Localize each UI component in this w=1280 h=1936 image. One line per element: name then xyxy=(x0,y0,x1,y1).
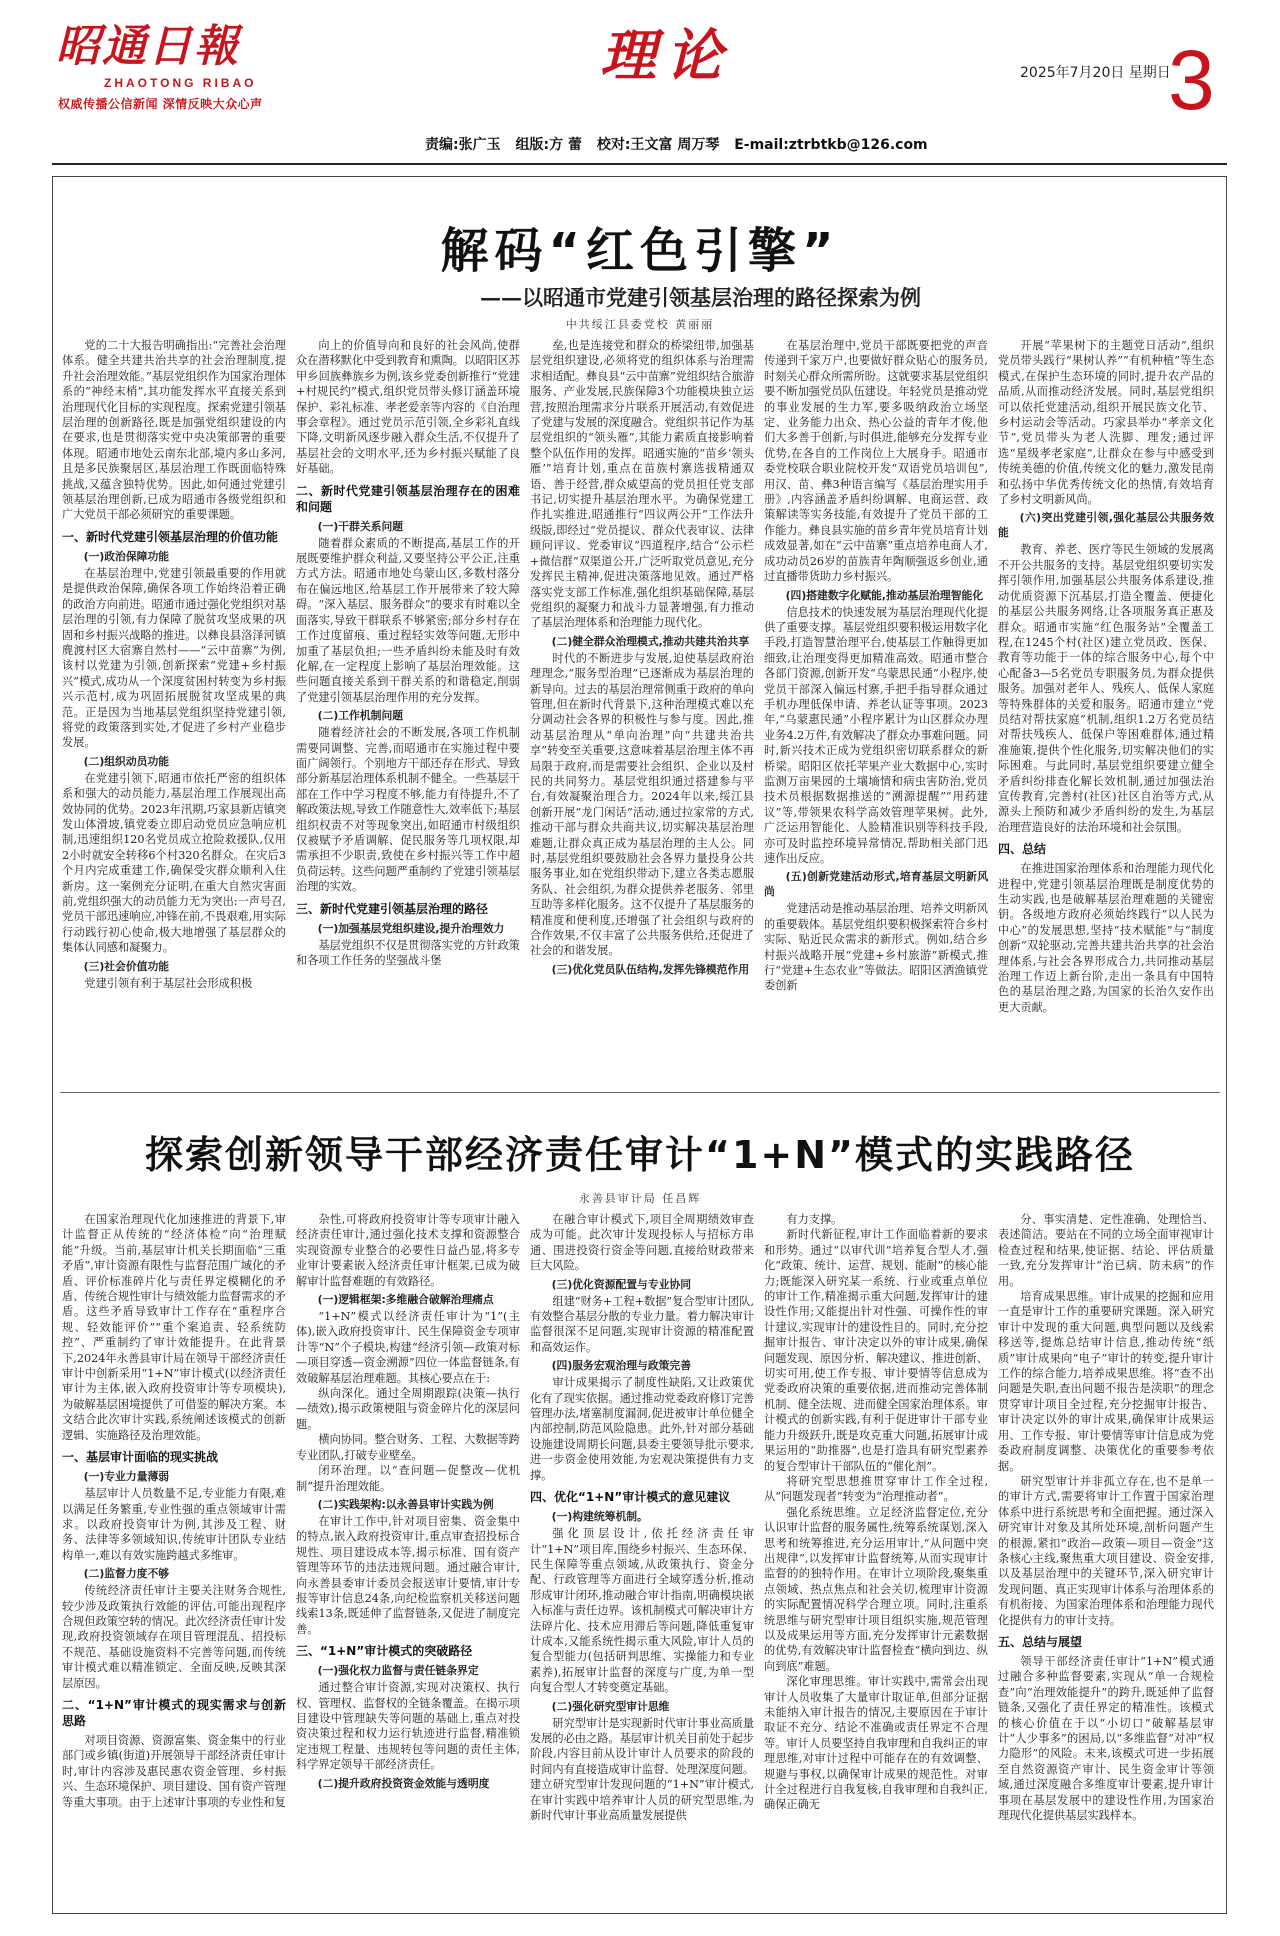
section-heading: 二、“1+N”审计模式的现实需求与创新思路 xyxy=(62,1697,286,1728)
body-paragraph: 在审计工作中,针对项目密集、资金集中的特点,嵌入政府投资审计,重点审查招投标合规性、项目建设成本等,揭示标准、国有资产管理等环节的违法违规问题。通过融合审计,向永善县委审计委员会报送审计要情,审计专报等审计信息24条,向纪检监察机关移送问题线索13条,既延伸了监督链条,又促进了制度完善。 xyxy=(296,1514,520,1636)
article1-title: 解码“红色引擎” xyxy=(440,223,840,279)
body-paragraph: 研究型审计是实现新时代审计事业高质量发展的必由之路。基层审计机关目前处于起步阶段,内容目前从设计审计人员要求的阶段的时间内有直接造成审计监督、处理深度问题。建立研究型审计发现问题的“1+N”审计模式,在审计实践中培养审计人员的研究型思维,为新时代审计事业高质量发展提供 xyxy=(530,1716,754,1822)
article2-title: 探索创新领导干部经济责任审计“1+N”模式的实践路径 xyxy=(144,1133,1136,1177)
body-paragraph: 随着经济社会的不断发展,各项工作机制需要同调整、完善,而昭通市在实施过程中要面广阔领行。个别地方干部还存在形式、导致部分新基层治理体系机制不健全。一些基层干部在工作中学习程度不够,能力有待提升,不了解政策法规,导致工作随意性大,效率低下;基层组织权责不对等现象突出,如昭通市村级组织仅被赋予矛盾调解、促民服务等几项权限,却需承担不少职责,致使在乡村振兴等工作中超负荷运转。这些问题严重制约了党建引领基层治理的实效。 xyxy=(296,726,520,894)
body-paragraph: 组建“财务+工程+数据”复合型审计团队,有效整合基层分散的专业力量。着力解决审计监督很深不足问题,实现审计资源的精准配置和高效运作。 xyxy=(530,1294,754,1354)
subsection-heading: (二)工作机制问题 xyxy=(317,709,404,723)
section-heading: 四、总结 xyxy=(998,842,1047,857)
section-heading: 四、优化“1+N”审计模式的意见建议 xyxy=(530,1490,731,1505)
body-paragraph: 深化审理思维。审计实践中,需常会出现审计人员收集了大量审计取证单,但部分证据未能纳入审计报告的情况,主要原因在于审计取证不充分、结论不准确或责任界定不合理等。审计人员要坚持自我审理和自我纠正的审理思维,对审计过程中可能存在的有效调整、规避与事权,以确保审计成果的规范性。对审计全过程进行自我复核,自我审理和自我纠正,确保正确无 xyxy=(764,1675,988,1812)
body-paragraph: 在国家治理现代化加速推进的背景下,审计监督正从传统的“经济体检”向“治理赋能”升级。当前,基层审计机关长期面临“三重矛盾”,审计资源有限性与监督范围广域化的矛盾、评价标准碎片化与责任界定模糊化的矛盾、传统合规性审计与绩效能力监督需求的矛盾。这些矛盾导致审计工作存在“重程序合规、轻效能评价”“重个案追责、轻系统防控”、严重制约了审计效能提升。在此背景下,2024年永善县审计局在领导干部经济责任审计中创新采用“1+N”审计模式(以经济责任审计为主体,嵌入政府投资审计等专项模块),为破解基层困境提供了可借鉴的解决方案。本文结合此次审计实践,系统阐述该模式的创新逻辑、实施路径及治理效能。 xyxy=(62,1213,286,1442)
article1-subtitle: ——以昭通市党建引领基层治理的路径探索为例 xyxy=(480,285,921,310)
subsection-heading: (六)突出党建引领,强化基层公共服务效能 xyxy=(998,511,1214,540)
body-paragraph: 领导干部经济责任审计“1+N”模式通过融合多种监督要素,实现从“单一合规检查”向“治理效能提升”的跨升,既延伸了监督链条,又强化了责任界定的精准性。该模式的核心价值在于以“小切口”破解基层审计“人少事多”的困局,以“多维监督”对冲“权力隐形”的风险。未来,该模式可进一步拓展至自然资源资产审计、民生资金审计等领域,通过深度融合多维度审计要素,提升审计事项在基层发展中的建设性作用,为国家治理现代化提供基层实践样本。 xyxy=(998,1654,1214,1823)
body-paragraph: 党的二十大报告明确指出:“完善社会治理体系。健全共建共治共享的社会治理制度,提升社会治理效能。”基层党组织作为国家治理体系的“神经末梢”,其功能发挥水平直接关系到治理现代化目标的实现程度。探索党建引领基层治理的创新路径,既是加强党组织建设的内在要求,也是贯彻落实党中央决策部署的重要体现。昭通市地处云南东北部,境内多山多河,且是多民族聚居区,基层治理工作既面临特殊挑战,又蕴含独特优势。因此,如何通过党建引领基层治理创新,已成为昭通市各级党组织和广大党员干部必须研究的重要课题。 xyxy=(62,339,286,522)
body-paragraph: 时代的不断进步与发展,迫使基层政府治理理念,“服务型治理”已逐渐成为基层治理的新导向。过去的基层治理常侧重于政府的单向管理,但在新时代背景下,这种治理模式难以充分调动社会各界的积极性与参与度。因此,推动基层治理从“单向治理”向“共建共治共享”转变至关重要,这意味着基层治理主体不再局限于政府,而是需要社会组织、企业以及村民的共同努力。基层党组织通过搭建参与平台,有效凝聚治理合力。2024年以来,绥江县创新开展“龙门闲话”活动,通过拉家常的方式,推动干部与群众共商共议,切实解决基层治理难题,让群众真正成为基层治理的主人公。同时,基层党组织要鼓励社会各界力量投身公共服务事业,如在党组织带动下,建立各类志愿服务队、社会组织,为群众提供养老服务、邻里互助等多样化服务。这不仅提升了基层服务的精准度和便利度,还增强了社会组织与政府的合作效果,不仅丰富了公共服务供给,还促进了社会的和谐发展。 xyxy=(530,651,754,958)
article1-column-4 xyxy=(764,338,988,1078)
body-paragraph: 培育成果思维。审计成果的挖掘和应用一直是审计工作的重要研究课题。深入研究审计中发现的重大问题,典型问题以及线索移送等,提炼总结审计信息,推动传统“纸质”审计成果向“电子”审计的转变,提升审计工作的综合能力,培养成果思维。将“查不出问题是失职,查出问题不报告是渎职”的理念贯穿审计项目全过程,充分挖掘审计报告、审计决定以外的审计成果,确保审计成果运用、工作专报、审计要情等审计信息成为党委政府制度调整、决策优化的重要参考依据。 xyxy=(998,1290,1214,1473)
body-paragraph: “1+N”模式以经济责任审计为“1”(主体),嵌入政府投资审计、民生保障资金专项审计等“N”个子模块,构建“经济引领—政策对标—项目穿透—资金溯源”四位一体监督链条,有效破解基层治理难题。其核心要点在于: xyxy=(296,1310,520,1385)
body-paragraph: 强化系统思维。立足经济监督定位,充分认识审计监督的服务属性,统筹系统谋划,深入思考和统筹推进,充分运用审计,“从问题中突出规律”,以发挥审计监督统筹,从而实现审计监督的的独特作用。在审计立项阶段,聚集重点领域、热点焦点和社会关切,梳理审计资源的实际配置情况科学合理立项。同时,注重系统思维与研究型审计项目组织实施,规范管理以及成果运用等方面,充分发挥审计元素数据的优势,有效解决审计监督检查“横向到边、纵向到底”难题。 xyxy=(764,1505,988,1673)
body-paragraph: 杂性,可将政府投资审计等专项审计融入经济责任审计,通过强化技术支撑和资源整合实现资源专业整合的必要性日益凸显,将多专业审计要素嵌入经济责任审计框架,已成为破解审计监督难题的有效路径。 xyxy=(296,1213,520,1288)
body-paragraph: 在党建引领下,昭通市依托严密的组织体系和强大的动员能力,基层治理工作展现出高效协同的优势。2023年汛期,巧家县新店镇突发山体滑坡,镇党委立即启动党员应急响应机制,迅速组织120名党员成立抢险救援队,仅用2小时就安全转移6个村320名群众。在灾后3个月内完成重建工作,确保受灾群众顺利入住新房。这一案例充分证明,在重大自然灾害面前,党组织强大的动员能力无为突出:一声号召,党员干部迅速响应,冲锋在前,不畏艰难,用实际行动践行初心使命,极大地增强了基层群众的集体认同感和凝聚力。 xyxy=(62,771,286,955)
article2-column-3 xyxy=(530,1212,754,1902)
subsection-heading: (一)政治保障功能 xyxy=(83,549,170,563)
body-paragraph: 闭环治理。以“查问题—促整改—优机制”提升治理效能。 xyxy=(296,1464,520,1493)
section-heading: 三、新时代党建引领基层治理的路径 xyxy=(296,901,489,916)
credit-email: E-mail:ztrbtkb@126.com xyxy=(734,137,928,153)
section-heading: 三、“1+N”审计模式的突破路径 xyxy=(296,1644,473,1659)
section-heading: 二、新时代党建引领基层治理存在的困难和问题 xyxy=(296,483,520,514)
article2-column-5 xyxy=(998,1212,1214,1902)
section-heading: 五、总结与展望 xyxy=(998,1634,1083,1649)
body-paragraph: 通过整合审计资源,实现对决策权、执行权、管理权、监督权的全链条覆盖。在揭示项目建设中管理缺失等问题的基础上,重点对投资决策过程和权力运行轨迹进行监督,精准锁定违规工程量、违规转包等问题的责任主体,科学界定领导干部经济责任。 xyxy=(296,1681,520,1772)
subsection-heading: (一)强化权力监督与责任链条界定 xyxy=(317,1664,479,1678)
article1-column-2 xyxy=(296,338,520,1078)
body-paragraph: 将研究型思想推贯穿审计工作全过程,从“问题发现者”转变为“治理推动者”。 xyxy=(764,1474,988,1504)
subsection-heading: (二)强化研究型审计思维 xyxy=(551,1699,670,1713)
body-paragraph: 强化顶层设计,依托经济责任审计“1+N”项目库,围绕乡村振兴、生态环保、民生保障等重点领域,从政策执行、资金分配、行政管理等方面进行全域穿透分析,推动形成审计闭环,推动融合审计指南,明确模块嵌入标准与责任边界。该机制模式可解决审计方法碎片化、技术应用滞后等问题,降低重复审计成本,又能系统性揭示重大风险,审计人员的复合型能力(包括研判思维、实操能力和专业素养),拓展审计监督的深度与广度,为单一型向复合型人才转变奠定基础。 xyxy=(530,1527,754,1695)
body-paragraph: 传统经济责任审计主要关注财务合规性,较少涉及政策执行效能的评估,可能出现程序合规但政策空转的情况。此次经济责任审计发现,政府投资领域存在项目管理混乱、招投标不规范、基础设施资料不完善等问题,而传统审计模式难以精准锁定、全面反映,反映其深层原因。 xyxy=(62,1584,286,1690)
subsection-heading: (二)实践架构:以永善县审计实践为例 xyxy=(317,1497,494,1511)
article2-column-4 xyxy=(764,1212,988,1902)
body-paragraph: 新时代新征程,审计工作面临着新的要求和形势。通过“以审代训”培养复合型人才,强化“政策、统计、运营、规划、能耐”的核心能力;既能深入研究某一系统、行业或重点单位的审计工作,精准揭示重大问题,发挥审计的建设性作用;又能提出针对性强、可操作性的审计建议,实现审计的建设性目的。同时,充分挖掘审计报告、审计决定以外的审计成果,确保问题发现、原因分析、解决建议、推进创新、切实可用,使工作专报、审计要情等信息成为党委政府决策的重要依据,进而推动完善体制机制、健全法规、进而健全国家治理体系。审计模式的创新实践,有利于促进审计干部专业能力升级跃升,既是攻克重大问题,拓展审计成果运用的“助推器”,也是打造具有研究型素养的复合型审计干部队伍的“催化剂”。 xyxy=(764,1228,988,1473)
body-paragraph: 开展“苹果树下的主题党日活动”,组织党员带头践行“果树认养”“有机种植”等生态模式,在保护生态环境的同时,提升农产品的品质,从而推动经济发展。同时,基层党组织可以依托党建活动,组织开展民族文化节、乡村运动会等活动。巧家县举办“孝亲文化节”,党员带头为老人洗脚、理发;通过评选“星级孝老家庭”,让群众在参与中感受到传统美德的价值,传统文化的魅力,激发昆南和弘扬中华优秀传统文化的热情,有效培育了乡村文明新风尚。 xyxy=(998,339,1214,507)
newspaper-pinyin: ZHAOTONG RIBAO xyxy=(104,76,257,90)
body-paragraph: 垒,也是连接党和群众的桥梁纽带,加强基层党组织建设,必须将党的组织体系与治理需求相适配。彝良县“云中苗寨”党组织结合旅游服务、产业发展,民族保障3个功能模块独立运营,按照治理需求分片联系开展活动,有效促进了党建与发展的深度融合。党组织书记作为基层党组织的“领头雁”,其能力素质直接影响着整个队伍作用的发挥。昭通实施的“苗乡‘领头雁’”培育计划,重点在苗族村寨选拔精通双语、善于经营,群众威望高的党员担任党支部书记,切实提升基层治理水平。为确保党建工作扎实推进,昭通推行“四议两公开”工作法升级版,即经过“党员提议、群众代表审议、法律顾问评议、党委审议”四道程序,结合“公示栏+微信群”双渠道公开,广泛听取党员意见,充分发挥民主精神,促进决策落地见效。通过严格落实党支部工作标准,强化组织基础保障,基层党组织的凝聚力和战斗力显著增强,有力推动了基层治理体系和治理能力现代化。 xyxy=(530,339,754,630)
subsection-heading: (一)干群关系问题 xyxy=(317,519,404,533)
body-paragraph: 对项目资源、资源富集、资金集中的行业部门或乡镇(街道)开展领导干部经济责任审计时,审计内容涉及惠民惠农资金管理、乡村振兴、生态环境保护、项目建设、国有资产管理等重大事项。由于上述审计事项的专业性和复 xyxy=(62,1733,286,1809)
article1-column-1 xyxy=(62,338,286,1078)
credit-layout: 组版:方 蕾 xyxy=(515,137,582,153)
body-paragraph: 基层审计人员数量不足,专业能力有限,难以满足任务繁重,专业性强的重点领域审计需求。以政府投资审计为例,其涉及工程、财务、法律等多领域知识,传统审计团队专业结构单一,难以有效实施跨越式多维审。 xyxy=(62,1487,286,1562)
subsection-heading: (四)搭建数字化赋能,推动基层治理智能化 xyxy=(785,588,984,602)
subsection-heading: (二)健全群众治理模式,推动共建共治共享 xyxy=(551,634,750,648)
article-divider xyxy=(60,1092,1220,1093)
page-number: 3 xyxy=(1168,33,1215,127)
body-paragraph: 纵向深化。通过全周期跟踪(决策—执行—绩效),揭示政策梗阻与资金碎片化的深层问题。 xyxy=(296,1387,520,1431)
credit-proofread: 校对:王文富 周万琴 xyxy=(596,137,720,153)
body-paragraph: 基层党组织不仅是贯彻落实党的方针政策和各项工作任务的坚强战斗堡 xyxy=(296,938,520,967)
article2-author: 永善县审计局 任昌辉 xyxy=(578,1192,702,1205)
article2-column-2 xyxy=(296,1212,520,1902)
newspaper-slogan: 权威传播公信新闻 深情反映大众心声 xyxy=(58,97,263,111)
subsection-heading: (三)社会价值功能 xyxy=(83,959,170,973)
subsection-heading: (二)提升政府投资资金效能与透明度 xyxy=(317,1776,490,1790)
body-paragraph: 教育、养老、医疗等民生领域的发展离不开公共服务的支持。基层党组织要切实发挥引领作用,加强基层公共服务体系建设,推动优质资源下沉基层,打造全覆盖、便捷化的基层公共服务网络,让各项服务真正惠及群众。昭通市实施“红色服务站”全覆盖工程,在1245个村(社区)建立党员政、医保、教育等功能于一体的综合服务中心,每个中心配备3—5名党员专职服务员,为群众提供服务。加强对老年人、残疾人、低保人家庭等特殊群体的关爱和服务。昭通市建立“党员结对帮扶家庭”机制,组织1.2万名党员结对帮扶残疾人、低保户等困难群体,通过精准施策,提供个性化服务,切实解决他们的实际困难。与此同时,基层党组织要建立健全矛盾纠纷排查化解长效机制,通过加强法治宣传教育,完善村(社区)社区自治等方式,从源头上预防和减少矛盾纠纷的发生,为基层治理营造良好的法治环境和社会氛围。 xyxy=(998,543,1214,834)
body-paragraph: 横向协同。整合财务、工程、大数据等跨专业团队,打破专业壁垒。 xyxy=(296,1433,520,1462)
header-rule xyxy=(52,163,1227,165)
body-paragraph: 有力支撑。 xyxy=(786,1213,843,1226)
issue-date: 2025年7月20日 星期日 xyxy=(1020,65,1171,81)
subsection-heading: (二)组织动员功能 xyxy=(83,754,170,768)
subsection-heading: (三)优化党员队伍结构,发挥先锋模范作用 xyxy=(551,962,750,976)
credit-editor: 责编:张广玉 xyxy=(425,137,501,153)
editor-credits xyxy=(425,134,938,154)
body-paragraph: 在融合审计模式下,项目全周期绩效审查成为可能。此次审计发现投标人与招标方串通、围进投资行资金等问题,直接给财政带来巨大风险。 xyxy=(530,1213,754,1273)
subsection-heading: (一)逻辑框架:多维融合破解治理痛点 xyxy=(317,1293,494,1307)
body-paragraph: 在基层治理中,党员干部既要把党的声音传递到千家万户,也要做好群众贴心的服务员,时刻关心群众所需所盼。这就要求基层党组织要不断加强党员队伍建设。年轻党员是推动党的事业发展的生力军,要多吸纳政治立场坚定、业务能力出众、热心公益的青年才俊,他们大多善于创新,与时俱进,能够充分发挥专业优势,在各自的工作岗位上大展身手。昭通市委党校联合职业院校开发“双语党员培训包”,用汉、苗、彝3种语言编写《基层治理实用手册》,内容涵盖矛盾纠纷调解、电商运营、政策解读等实务技能,有效提升了党员干部的工作能力。彝良县实施的苗乡青年党员培育计划成效显著,如在“云中苗寨”重点培养电商人才,成功动员26岁的苗族青年陶顺强返乡创业,通过直播带货助力乡村振兴。 xyxy=(764,339,988,584)
newspaper-logo: 昭通日報 xyxy=(56,21,240,72)
subsection-heading: (一)构建统筹机制。 xyxy=(551,1510,648,1524)
body-paragraph: 随着群众素质的不断提高,基层工作的开展既要维护群众利益,又要坚持公平公正,注重方式方法。昭通市地处乌蒙山区,多数村落分布在偏远地区,给基层工作开展带来了较大障碍。“深入基层、服务群众”的要求有时难以全面落实,导致干群联系不够紧密;部分乡村存在工作过度留痕、重过程轻实效等问题,无形中加重了基层负担;一些矛盾纠纷未能及时有效化解,在一定程度上影响了基层治理效能。这些问题直接关系到干群关系的和谐稳定,削弱了党建引领基层治理作用的充分发挥。 xyxy=(296,536,520,704)
body-paragraph: 向上的价值导向和良好的社会风尚,使群众在潜移默化中受到教育和熏陶。以昭阳区苏甲乡回族彝族乡为例,该乡党委创新推行“党建+村规民约”模式,组织党员带头修订涵盖环境保护、彩礼标准、孝老爱亲等内容的《自治理事会章程》。通过党员示范引领,全乡彩礼直线下降,文明新风逐步融入群众生活,不仅提升了基层社会的文明水平,还为乡村振兴赋能了良好基础。 xyxy=(296,339,520,476)
article1-column-3 xyxy=(530,338,754,1078)
subsection-heading: (五)创新党建活动形式,培育基层文明新风尚 xyxy=(764,870,988,899)
body-paragraph: 在推进国家治理体系和治理能力现代化进程中,党建引领基层治理既是制度优势的生动实践,也是破解基层治理难题的关键密钥。各级地方政府必须始终践行“以人民为中心”的发展思想,坚持“技术赋能”与“制度创新”双轮驱动,完善共建共治共享的社会治理体系,与社会各界形成合力,共同推动基层治理工作迈上新台阶,走出一条具有中国特色的基层治理之路,为国家的长治久安作出更大贡献。 xyxy=(998,862,1214,1014)
body-paragraph: 在基层治理中,党建引领最重要的作用就是提供政治保障,确保各项工作始终沿着正确的政治方向前进。昭通市通过强化党组织对基层治理的引领,有力保障了脱贫攻坚成果的巩固和乡村振兴战略的推进。以彝良县洛泽河镇麂渡村区大宿寨自然村——“云中苗寨”为例,该村以党建为引领,创新探索“党建+乡村振兴”模式,成功从一个深度贫困村转变为乡村振兴示范村,成为巩固拓展脱贫攻坚成果的典范。正是因为当地基层党组织坚持党建引领,将党的政策落到实处,才促进了乡村产业稳步发展。 xyxy=(62,566,286,750)
section-title: 理论 xyxy=(600,23,732,89)
section-heading: 一、新时代党建引领基层治理的价值功能 xyxy=(62,529,279,544)
subsection-heading: (二)监督力度不够 xyxy=(83,1567,170,1581)
article1-column-5 xyxy=(998,338,1214,1078)
body-paragraph: 研究型审计并非孤立存在,也不是单一的审计方式,需要将审计工作置于国家治理体系中进行系统思考和全面把握。通过深入研究审计对象及其所处环境,剖析问题产生的根源,紧扣“政治—政策—项目—资金”这条核心主线,聚焦重大项目建设、资金安排,以及基层治理中的关键环节,深入研究审计发现问题、真正实现审计体系与治理体系的有机衔接、为国家治理体系和治理能力现代化提供有力的审计支持。 xyxy=(998,1474,1214,1627)
body-paragraph: 分、事实清楚、定性准确、处理恰当、表述简洁。要站在不同的立场全面审视审计检查过程和结果,使证据、结论、评估质量一致,充分发挥审计“治已病、防未病”的作用。 xyxy=(998,1213,1214,1288)
body-paragraph: 党建引领有利于基层社会形成积极 xyxy=(84,976,253,990)
article1-author: 中共绥江县委党校 黄丽丽 xyxy=(565,318,715,331)
subsection-heading: (三)优化资源配置与专业协同 xyxy=(551,1277,692,1291)
article2-column-1 xyxy=(62,1212,286,1902)
body-paragraph: 信息技术的快速发展为基层治理现代化提供了重要支撑。基层党组织要积极运用数字化手段,打造智慧治理平台,使基层工作触得更加细致,让治理变得更加精准高效。昭通市整合各部门资源,创新开发“乌蒙思民通”小程序,使党员干部深入偏远村寨,手把手指导群众通过手机办理低保申请、养老认证等事项。2023年,“乌蒙惠民通”小程序累计为山区群众办理业务4.2万件,有效解决了群众办事难问题。同时,新兴技术正成为党组织密切联系群众的新桥梁。昭阳区依托苹果产业大数据中心,实时监测万亩果园的土壤墒情和病虫害防治,党员技术员根据数据推送的“溯源提醒”“用药建议”等,带领果农科学高效管理苹果树。此外,广泛运用智能化、人脸精准识别等科技手段,亦可及时监控环境异常情况,帮助相关部门迅速作出反应。 xyxy=(764,605,988,865)
subsection-heading: (四)服务宏观治理与政策完善 xyxy=(551,1359,692,1373)
body-paragraph: 党建活动是推动基层治理、培养文明新风的重要载体。基层党组织要积极探索符合乡村实际、贴近民众需求的新形式。例如,结合乡村振兴战略开展“党建+乡村旅游”新模式,推行“党建+生态农业”等做法。昭阳区洒渔镇党委创新 xyxy=(764,902,988,993)
subsection-heading: (一)加强基层党组织建设,提升治理效力 xyxy=(317,921,505,935)
body-paragraph: 审计成果揭示了制度性缺陷,又让政策优化有了现实依据。通过推动党委政府修订完善管理办法,堵塞制度漏洞,促进被审计单位健全内部控制,防范风险隐患。此外,针对部分基础设施建设周期长问题,县委主要领导批示要求,进一步资金使用效能,为宏观决策提供有力支撑。 xyxy=(530,1376,754,1482)
subsection-heading: (一)专业力量薄弱 xyxy=(83,1470,170,1484)
section-heading: 一、基层审计面临的现实挑战 xyxy=(62,1450,219,1465)
